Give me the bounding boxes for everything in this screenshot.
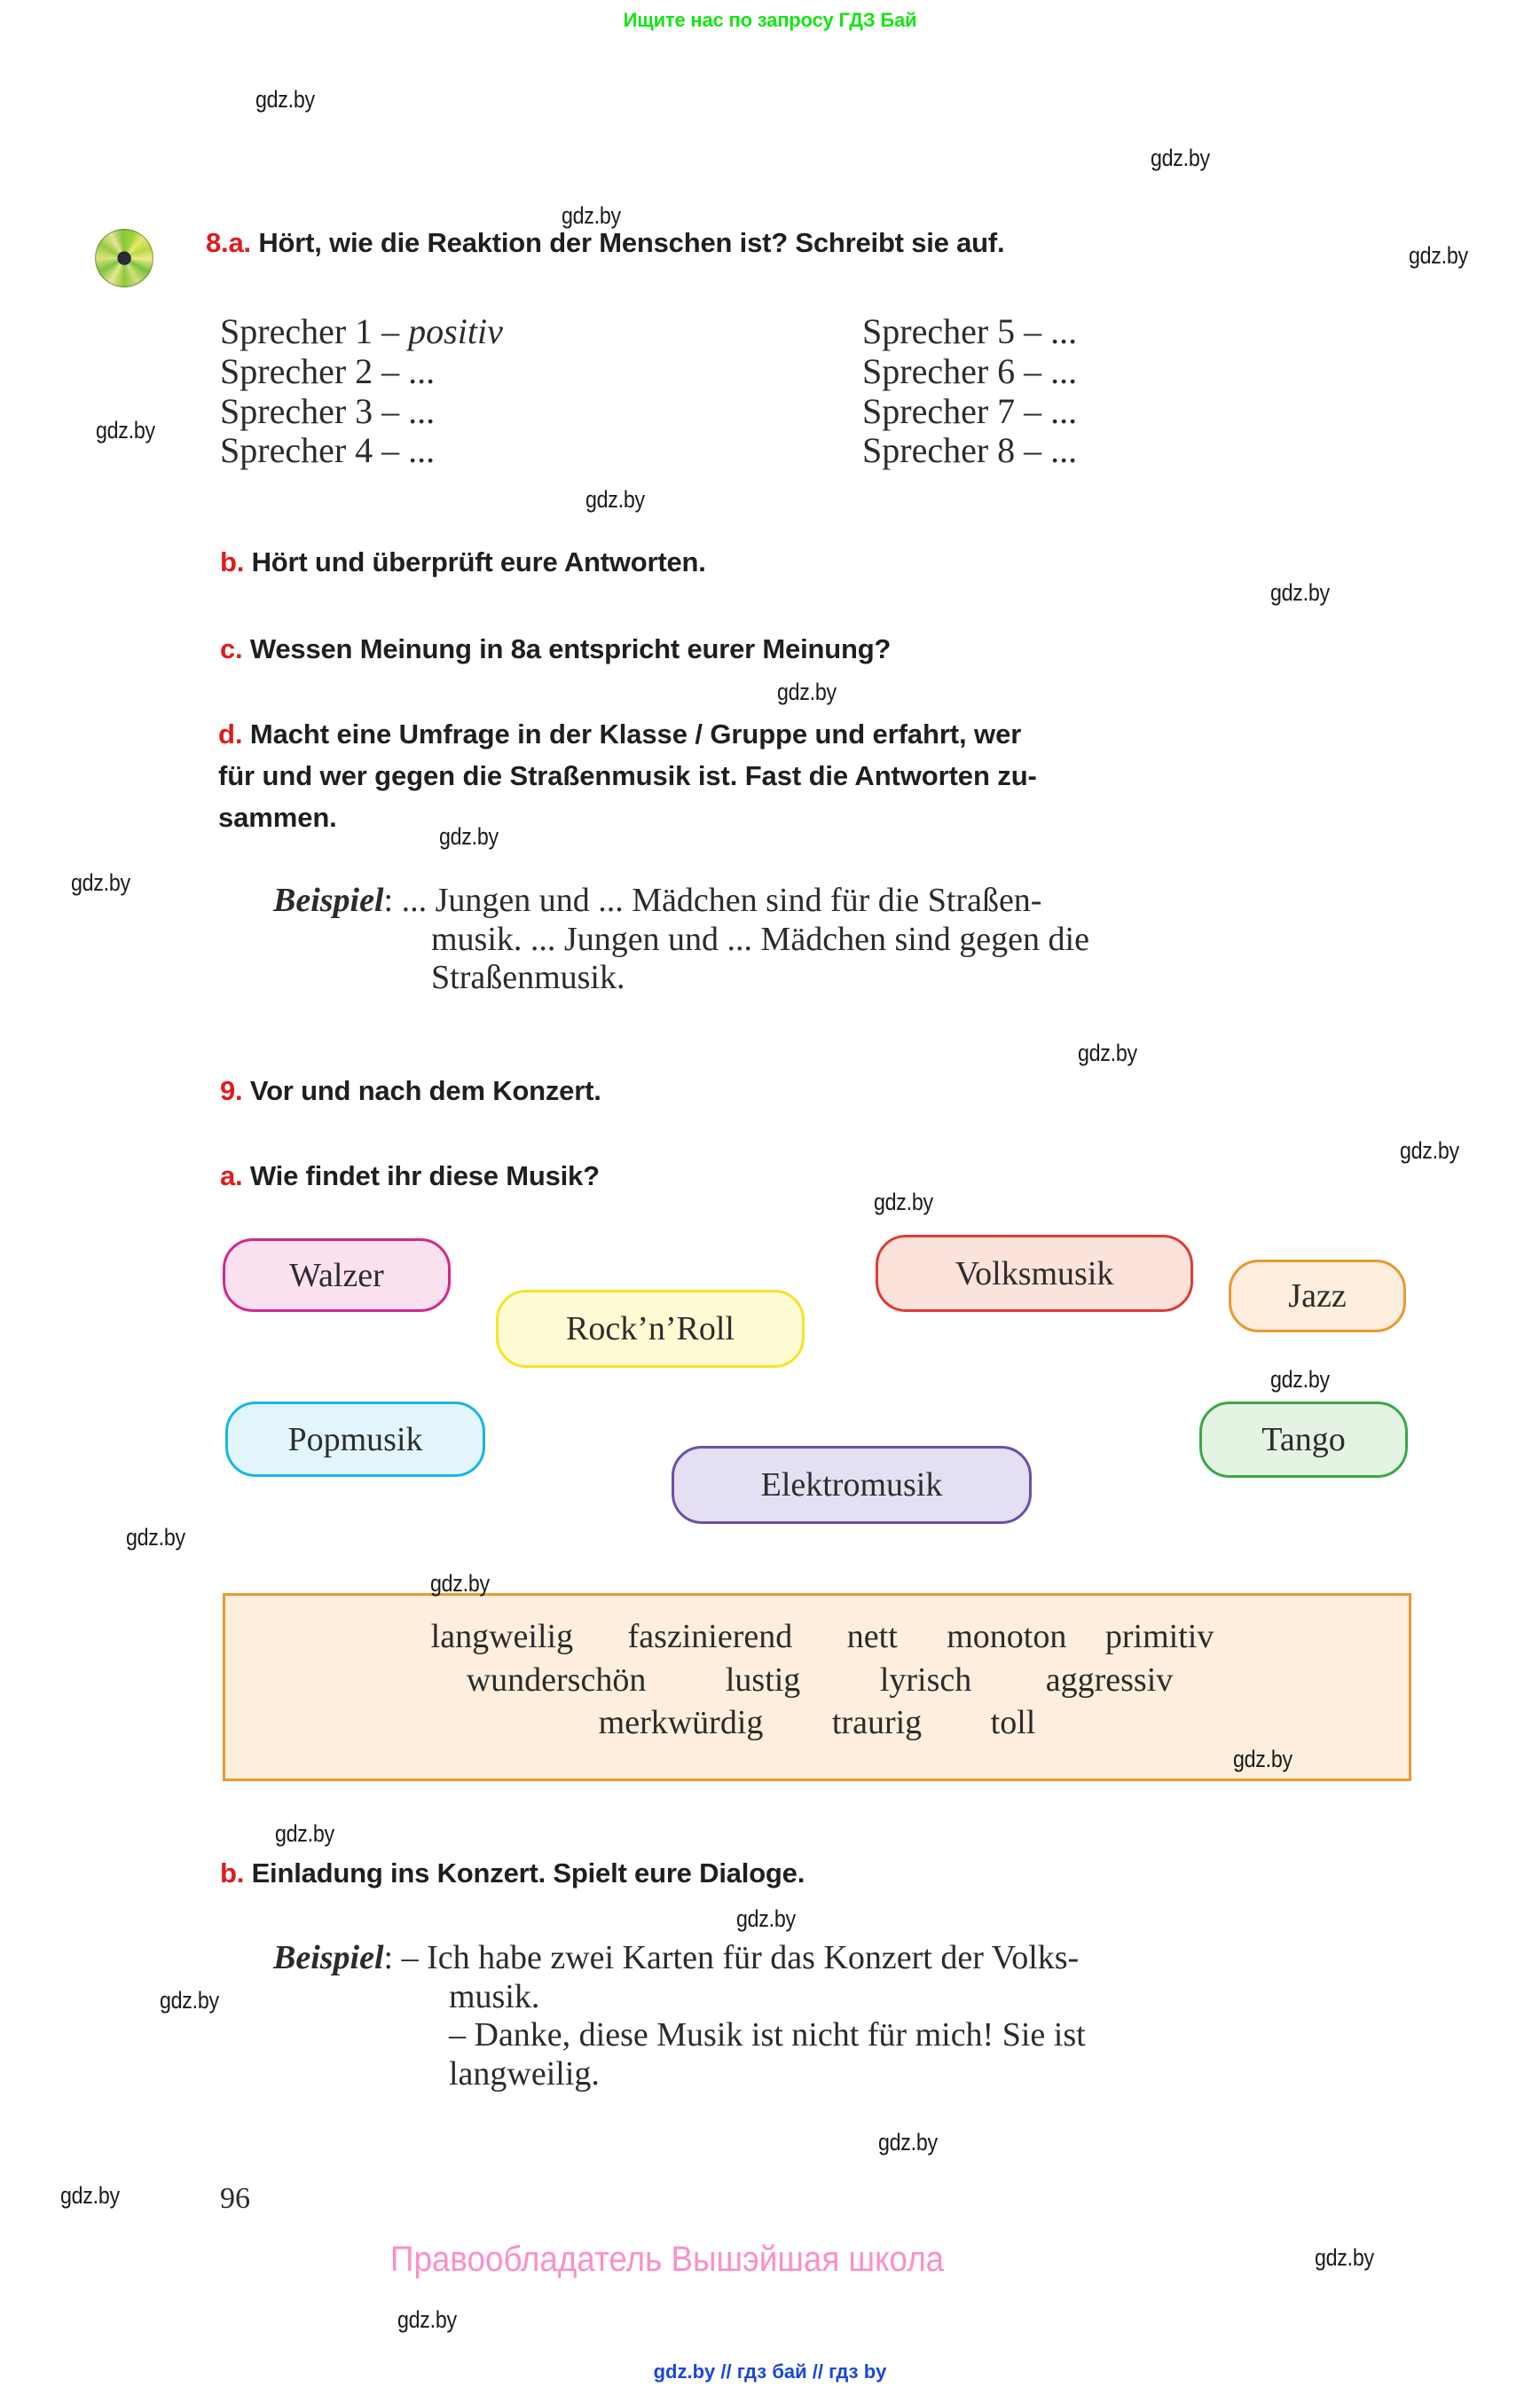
example-line1: ... Jungen und ... Mädchen sind für die Straßen- <box>401 882 1042 919</box>
example-label: Beispiel <box>273 882 384 919</box>
exercise-9b-example <box>273 1939 1444 2094</box>
exercise-8d-heading <box>218 720 1434 831</box>
exercise-8b-heading <box>220 546 706 578</box>
speaker-answer: ... <box>408 350 436 391</box>
watermark: gdz.by <box>439 823 499 850</box>
exercise-8b-letter: b. <box>220 546 245 577</box>
genre-bubble-jazz[interactable] <box>1229 1260 1406 1332</box>
watermark: gdz.by <box>275 1820 334 1847</box>
adjective: langweilig <box>430 1618 574 1655</box>
genre-bubble-elektromusik[interactable] <box>672 1446 1032 1524</box>
watermark: gdz.by <box>1409 242 1468 269</box>
genre-bubble-popmusik[interactable] <box>225 1402 485 1477</box>
list-item <box>862 392 1077 432</box>
example-line2: musik. ... Jungen und ... Mädchen sind gegen die <box>431 920 1089 958</box>
watermark: gdz.by <box>874 1189 933 1215</box>
list-item <box>862 352 1077 392</box>
speaker-label: Sprecher 6 – <box>862 350 1042 391</box>
promo-banner: Ищите нас по запросу ГДЗ Бай <box>623 9 917 31</box>
exercise-8a-number: 8.a. <box>206 227 251 258</box>
adjective: nett <box>846 1618 898 1655</box>
speaker-answer: ... <box>1050 430 1078 471</box>
genre-label: Popmusik <box>287 1420 423 1458</box>
exercise-9b-text: Einladung ins Konzert. Spielt eure Dialoge. <box>251 1857 805 1889</box>
example-line3: – Danke, diese Musik ist nicht für mich! Sie ist <box>449 2016 1086 2054</box>
adjective: toll <box>990 1704 1036 1742</box>
speaker-answer: positiv <box>408 311 503 351</box>
example-line4: langweilig. <box>449 2055 600 2093</box>
watermark: gdz.by <box>1400 1137 1459 1164</box>
watermark: gdz.by <box>71 869 130 896</box>
list-item <box>220 392 503 432</box>
exercise-8d-example <box>273 882 1444 998</box>
watermark: gdz.by <box>736 1905 796 1932</box>
example-line1: – Ich habe zwei Karten für das Konzert der Volks- <box>401 1939 1080 1976</box>
adjectives-row <box>225 1659 1409 1702</box>
adjective: aggressiv <box>1045 1661 1174 1699</box>
example-line2: musik. <box>449 1977 540 2015</box>
genre-label: Walzer <box>289 1256 384 1294</box>
watermark: gdz.by <box>96 417 155 444</box>
example-colon: : <box>383 882 394 919</box>
watermark: gdz.by <box>430 1570 490 1597</box>
speaker-list-right <box>862 312 1077 471</box>
exercise-9a-text: Wie findet ihr diese Musik? <box>249 1160 600 1191</box>
speaker-label: Sprecher 4 – <box>220 430 400 471</box>
speaker-label: Sprecher 8 – <box>862 430 1042 471</box>
exercise-8d-letter: d. <box>218 719 243 750</box>
watermark: gdz.by <box>397 2306 457 2333</box>
watermark: gdz.by <box>1315 2244 1374 2271</box>
speaker-label: Sprecher 3 – <box>220 390 400 431</box>
exercise-9a-letter: a. <box>220 1160 243 1191</box>
genre-label: Elektromusik <box>760 1466 943 1504</box>
speaker-label: Sprecher 5 – <box>862 311 1042 351</box>
watermark: gdz.by <box>1233 1746 1292 1772</box>
speaker-answer: ... <box>1050 350 1078 391</box>
footer-links: gdz.by // гдз бай // гдз by <box>653 2360 887 2383</box>
genre-label: Jazz <box>1288 1277 1347 1315</box>
exercise-9a-heading <box>220 1160 600 1192</box>
genre-bubble-volksmusik[interactable] <box>876 1235 1193 1312</box>
speaker-answer: ... <box>1050 390 1078 431</box>
exercise-9-number: 9. <box>220 1075 243 1106</box>
adjective: monoton <box>947 1618 1067 1655</box>
speaker-answer: ... <box>1050 311 1078 351</box>
exercise-8c-letter: c. <box>220 633 243 664</box>
exercise-8c-heading <box>220 633 891 665</box>
watermark: gdz.by <box>585 486 645 513</box>
example-label: Beispiel <box>273 1939 384 1976</box>
genre-label: Tango <box>1261 1421 1346 1458</box>
adjective: wunderschön <box>466 1661 647 1699</box>
genre-label: Rock’n’Roll <box>566 1310 735 1347</box>
adjective: lustig <box>725 1661 801 1699</box>
speaker-list-left <box>220 312 503 471</box>
adjective: faszinierend <box>627 1618 793 1655</box>
watermark: gdz.by <box>255 86 315 113</box>
genre-bubble-tango[interactable] <box>1199 1402 1408 1478</box>
audio-cd-icon <box>95 229 153 287</box>
exercise-8d-line2: für und wer gegen die Straßenmusik ist. Fast die Antworten zu- <box>218 760 1037 791</box>
genre-bubble-rocknroll[interactable] <box>496 1290 805 1368</box>
list-item <box>220 431 503 471</box>
page-number: 96 <box>220 2182 250 2215</box>
watermark: gdz.by <box>1151 145 1210 171</box>
speaker-answer: ... <box>408 430 436 471</box>
watermark: gdz.by <box>1270 579 1330 606</box>
watermark: gdz.by <box>878 2129 938 2156</box>
speaker-answer: ... <box>408 390 436 431</box>
list-item <box>220 352 503 392</box>
genre-label: Volksmusik <box>955 1254 1114 1292</box>
list-item <box>862 431 1077 471</box>
genre-bubble-walzer[interactable] <box>223 1238 451 1312</box>
adjective: lyrisch <box>879 1661 972 1699</box>
exercise-9-title: Vor und nach dem Konzert. <box>249 1075 601 1106</box>
speaker-label: Sprecher 1 – <box>220 311 400 351</box>
exercise-8b-text: Hört und überprüft eure Antworten. <box>251 546 706 577</box>
example-colon: : <box>383 1939 394 1976</box>
adjective: traurig <box>831 1704 923 1742</box>
adjective: primitiv <box>1104 1618 1214 1655</box>
exercise-9b-letter: b. <box>220 1857 245 1889</box>
adjective: merkwürdig <box>598 1704 764 1742</box>
exercise-9-heading <box>220 1075 601 1107</box>
exercise-8c-text: Wessen Meinung in 8a entspricht eurer Meinung? <box>249 633 892 664</box>
copyright-notice: Правообладатель Вышэйшая школа <box>390 2240 945 2279</box>
speaker-label: Sprecher 2 – <box>220 350 400 391</box>
watermark: gdz.by <box>777 679 837 705</box>
watermark: gdz.by <box>60 2182 120 2209</box>
watermark: gdz.by <box>562 202 621 229</box>
list-item <box>862 312 1077 352</box>
exercise-8a-title: Hört, wie die Reaktion der Menschen ist? Schreibt sie auf. <box>258 227 1005 258</box>
exercise-9b-heading <box>220 1857 805 1889</box>
watermark: gdz.by <box>1270 1366 1330 1393</box>
list-item <box>220 312 503 352</box>
exercise-8d-line1: Macht eine Umfrage in der Klasse / Gruppe und erfahrt, wer <box>249 719 1022 750</box>
watermark: gdz.by <box>160 1987 219 2014</box>
exercise-8d-line3: sammen. <box>218 802 337 833</box>
adjectives-row <box>225 1701 1409 1745</box>
watermark: gdz.by <box>126 1524 185 1551</box>
watermark: gdz.by <box>1078 1040 1137 1066</box>
exercise-8a-heading <box>206 227 1004 259</box>
adjectives-row <box>225 1615 1409 1659</box>
speaker-label: Sprecher 7 – <box>862 390 1042 431</box>
example-line3: Straßenmusik. <box>431 959 625 997</box>
